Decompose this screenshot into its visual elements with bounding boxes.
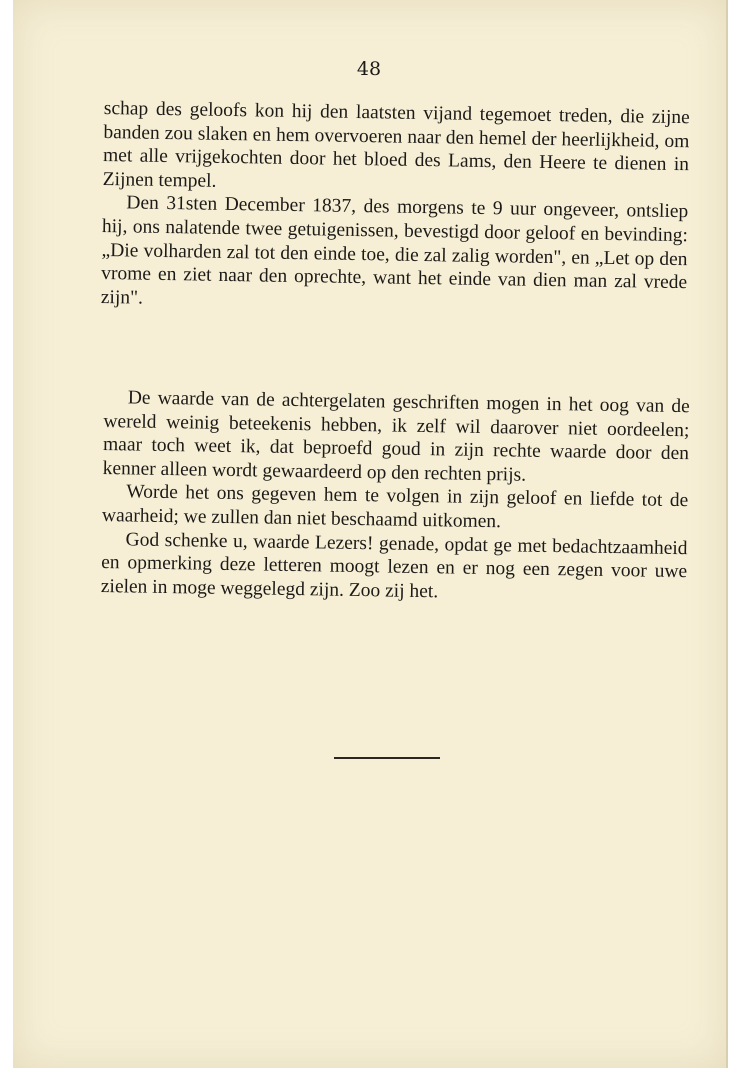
paragraph: schap des geloofs kon hij den laatsten vijand tegemoet treden, die zijne banden zou slaken en hem overvoeren naar den hemel der heerlijkheid, om met alle vrijgekochten door het bloed des Lams, den Heere te dienen in Zijnen tempel. (102, 97, 690, 192)
text-block-closing (101, 386, 690, 608)
section-divider-rule (334, 757, 440, 759)
paragraph: De waarde van de achtergelaten geschriften mogen in het oog van de wereld weinig beteekenis hebben, ik zelf wil daarover niet oordeelen; maar toch weet ik, dat beproefd goud in zijn rechte waarde door den kenner alleen wordt gewaardeerd op den rechten prijs. (102, 387, 690, 486)
text-block-continuation (101, 97, 690, 319)
page-edge (726, 0, 728, 1068)
page-number: 48 (356, 58, 382, 80)
paragraph: God schenke u, waarde Lezers! genade, opdat ge met bedachtzaamheid en opmerking deze letteren moogt lezen en er nog een zegen voor uwe zielen in moge weggelegd zijn. Zoo zij het. (100, 528, 688, 603)
paragraph: Den 31sten December 1837, des morgens te 9 uur ongeveer, ontsliep hij, ons nalatende twee getuigenissen, bevestigd door geloof en bevinding: „Die volharden zal tot den einde toe, die zal zalig worden", en „Let op den vrome en ziet naar den oprechte, want het einde van dien man zal vrede zijn". (100, 192, 689, 309)
paragraph: Worde het ons gegeven hem te volgen in zijn geloof en liefde tot de waarheid; we zullen dan niet beschaamd uitkomen. (101, 481, 689, 533)
